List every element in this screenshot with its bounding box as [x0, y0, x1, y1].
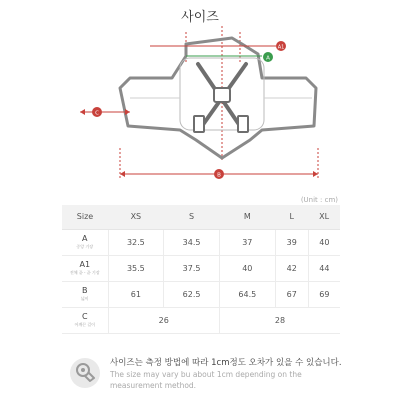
header-m: M: [219, 205, 275, 229]
table-cell: 34.5: [164, 229, 220, 255]
strap-buckle-right: [238, 116, 248, 132]
strap-buckle-left: [194, 116, 204, 132]
table-cell: 44: [308, 255, 340, 281]
row-label: A 중앙 기장: [62, 229, 108, 255]
marker-c-label: C: [95, 110, 99, 117]
header-xl: XL: [308, 205, 340, 229]
table-cell: 32.5: [108, 229, 164, 255]
table-cell: 37: [219, 229, 275, 255]
table-cell: 40: [308, 229, 340, 255]
row-label: A1 전체 끝 - 끝 기장: [62, 255, 108, 281]
notice-english: The size may vary bu about 1cm depending on the measurement method.: [110, 370, 302, 390]
table-row-c: [62, 307, 340, 333]
table-cell: 35.5: [108, 255, 164, 281]
table-cell: 61: [108, 281, 164, 307]
row-label: C 어깨끈 길이: [62, 307, 108, 333]
table-cell: 39: [275, 229, 308, 255]
table-cell: 26: [108, 307, 219, 333]
table-cell: 64.5: [219, 281, 275, 307]
table-cell: 67: [275, 281, 308, 307]
marker-a1-label: A1: [277, 44, 285, 51]
strap-buckle-center: [214, 88, 230, 102]
page-title: 사이즈: [181, 10, 219, 25]
table-cell: 37.5: [164, 255, 220, 281]
marker-b-label: B: [217, 172, 221, 179]
header-xs: XS: [108, 205, 164, 229]
row-label: B 넓이: [62, 281, 108, 307]
header-s: S: [164, 205, 220, 229]
tape-measure-icon: [70, 358, 100, 388]
size-table: [62, 205, 340, 334]
header-l: L: [275, 205, 308, 229]
table-row-a: [62, 229, 340, 255]
notice-korean: 사이즈는 측정 방법에 따라 1cm정도 오차가 있을 수 있습니다.: [110, 358, 342, 368]
table-cell: 28: [219, 307, 340, 333]
unit-label: (Unit : cm): [300, 196, 338, 204]
table-row-a1: [62, 255, 340, 281]
marker-a-label: A: [266, 55, 270, 62]
header-size: Size: [62, 205, 108, 229]
table-cell: 42: [275, 255, 308, 281]
vest-measurement-diagram: [0, 22, 400, 192]
table-cell: 62.5: [164, 281, 220, 307]
table-cell: 40: [219, 255, 275, 281]
table-row-b: [62, 281, 340, 307]
table-header-row: [62, 205, 340, 229]
table-cell: 69: [308, 281, 340, 307]
size-notice: [62, 352, 340, 396]
